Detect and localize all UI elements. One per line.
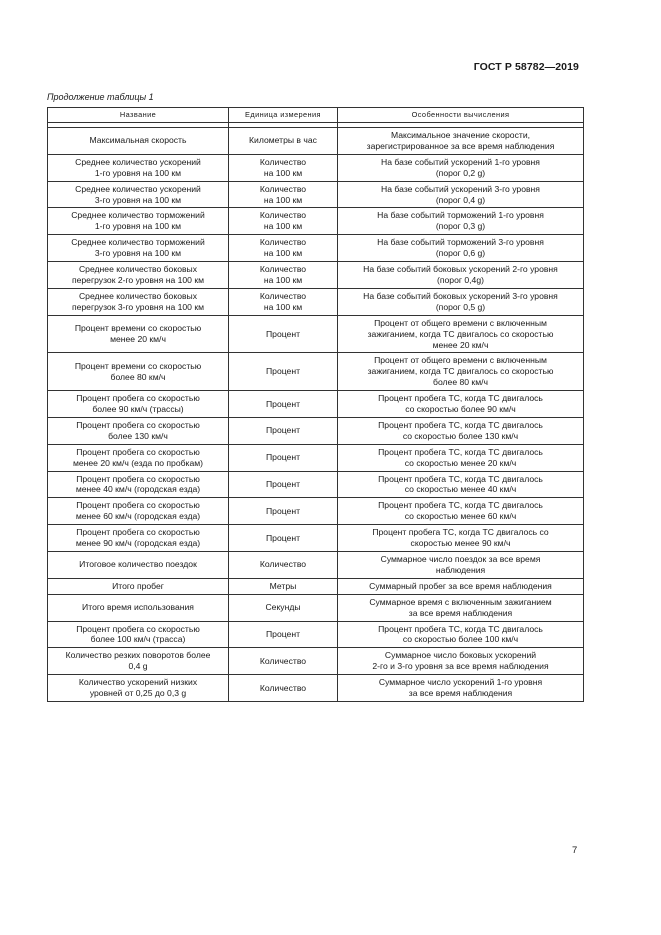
table-row <box>48 417 584 444</box>
cell-calculation: Процент пробега ТС, когда ТС двигалось со скоростью более 130 км/ч <box>338 417 584 444</box>
cell-calculation: Суммарное время с включенным зажиганием за все время наблюдения <box>338 594 584 621</box>
table-row <box>48 391 584 418</box>
cell-unit: Километры в час <box>229 128 338 155</box>
table-row <box>48 648 584 675</box>
cell-unit: Количество на 100 км <box>229 262 338 289</box>
cell-unit: Количество на 100 км <box>229 208 338 235</box>
cell-name: Среднее количество ускорений 3-го уровня на 100 км <box>48 181 229 208</box>
cell-name: Количество ускорений низких уровней от 0,25 до 0,3 g <box>48 675 229 702</box>
cell-calculation: На базе событий торможений 3-го уровня (порог 0,6 g) <box>338 235 584 262</box>
table-row <box>48 444 584 471</box>
cell-name: Максимальная скорость <box>48 128 229 155</box>
cell-calculation: На базе событий торможений 1-го уровня (порог 0,3 g) <box>338 208 584 235</box>
cell-unit: Процент <box>229 471 338 498</box>
cell-calculation: Максимальное значение скорости, зарегистрированное за все время наблюдения <box>338 128 584 155</box>
column-header-name: Название <box>48 108 229 123</box>
cell-calculation: На базе событий ускорений 3-го уровня (порог 0,4 g) <box>338 181 584 208</box>
cell-calculation: Процент от общего времени с включенным зажиганием, когда ТС двигалось со скоростью более 80 км/ч <box>338 353 584 391</box>
cell-calculation: Процент пробега ТС, когда ТС двигалось со скоростью менее 90 км/ч <box>338 525 584 552</box>
table-row <box>48 128 584 155</box>
cell-name: Среднее количество ускорений 1-го уровня на 100 км <box>48 154 229 181</box>
cell-name: Количество резких поворотов более 0,4 g <box>48 648 229 675</box>
cell-calculation: На базе событий боковых ускорений 2-го уровня (порог 0,4g) <box>338 262 584 289</box>
cell-name: Процент пробега со скоростью менее 60 км/ч (городская езда) <box>48 498 229 525</box>
cell-name: Процент пробега со скоростью более 100 км/ч (трасса) <box>48 621 229 648</box>
cell-calculation: Процент пробега ТС, когда ТС двигалось со скоростью менее 20 км/ч <box>338 444 584 471</box>
table-row <box>48 525 584 552</box>
table-caption: Продолжение таблицы 1 <box>47 92 154 102</box>
cell-unit: Процент <box>229 417 338 444</box>
cell-unit: Процент <box>229 525 338 552</box>
cell-unit: Количество <box>229 552 338 579</box>
cell-unit: Процент <box>229 315 338 353</box>
cell-unit: Метры <box>229 578 338 594</box>
cell-name: Процент пробега со скоростью более 90 км/ч (трассы) <box>48 391 229 418</box>
cell-calculation: Процент пробега ТС, когда ТС двигалось со скоростью менее 40 км/ч <box>338 471 584 498</box>
cell-calculation: Процент пробега ТС, когда ТС двигалось со скоростью более 90 км/ч <box>338 391 584 418</box>
cell-unit: Процент <box>229 353 338 391</box>
cell-name: Среднее количество боковых перегрузок 3-го уровня на 100 км <box>48 288 229 315</box>
cell-calculation: Суммарное число ускорений 1-го уровня за все время наблюдения <box>338 675 584 702</box>
cell-unit: Количество на 100 км <box>229 181 338 208</box>
cell-name: Процент времени со скоростью более 80 км/ч <box>48 353 229 391</box>
cell-calculation: На базе событий боковых ускорений 3-го уровня (порог 0,5 g) <box>338 288 584 315</box>
cell-calculation: Процент пробега ТС, когда ТС двигалось со скоростью более 100 км/ч <box>338 621 584 648</box>
table-row <box>48 315 584 353</box>
cell-calculation: Суммарное число поездок за все время наблюдения <box>338 552 584 579</box>
table-body <box>48 123 584 702</box>
cell-name: Процент пробега со скоростью менее 20 км/ч (езда по пробкам) <box>48 444 229 471</box>
cell-name: Процент пробега со скоростью менее 40 км/ч (городская езда) <box>48 471 229 498</box>
cell-name: Итоговое количество поездок <box>48 552 229 579</box>
cell-unit: Количество на 100 км <box>229 154 338 181</box>
cell-calculation: Процент пробега ТС, когда ТС двигалось со скоростью менее 60 км/ч <box>338 498 584 525</box>
cell-calculation: Процент от общего времени с включенным зажиганием, когда ТС двигалось со скоростью менее 20 км/ч <box>338 315 584 353</box>
table-row <box>48 621 584 648</box>
table-header-row <box>48 108 584 123</box>
cell-unit: Процент <box>229 444 338 471</box>
cell-unit: Количество на 100 км <box>229 235 338 262</box>
table-row <box>48 552 584 579</box>
cell-calculation: На базе событий ускорений 1-го уровня (порог 0,2 g) <box>338 154 584 181</box>
cell-unit: Процент <box>229 391 338 418</box>
cell-name: Процент пробега со скоростью более 130 км/ч <box>48 417 229 444</box>
cell-unit: Количество на 100 км <box>229 288 338 315</box>
table-row <box>48 675 584 702</box>
table-row <box>48 288 584 315</box>
cell-name: Среднее количество торможений 3-го уровня на 100 км <box>48 235 229 262</box>
cell-name: Среднее количество боковых перегрузок 2-го уровня на 100 км <box>48 262 229 289</box>
table-row <box>48 594 584 621</box>
cell-calculation: Суммарный пробег за все время наблюдения <box>338 578 584 594</box>
cell-unit: Количество <box>229 675 338 702</box>
cell-name: Итого пробег <box>48 578 229 594</box>
cell-unit: Количество <box>229 648 338 675</box>
parameters-table <box>47 107 584 702</box>
cell-unit: Секунды <box>229 594 338 621</box>
page-number: 7 <box>572 845 578 856</box>
table-row <box>48 154 584 181</box>
cell-name: Итого время использования <box>48 594 229 621</box>
cell-unit: Процент <box>229 621 338 648</box>
table-row <box>48 181 584 208</box>
table-row <box>48 262 584 289</box>
cell-name: Процент времени со скоростью менее 20 км/ч <box>48 315 229 353</box>
cell-name: Среднее количество торможений 1-го уровня на 100 км <box>48 208 229 235</box>
table-row <box>48 353 584 391</box>
document-standard-header: ГОСТ Р 58782—2019 <box>473 61 579 73</box>
table-row <box>48 471 584 498</box>
cell-name: Процент пробега со скоростью менее 90 км/ч (городская езда) <box>48 525 229 552</box>
table-row <box>48 578 584 594</box>
table-row <box>48 235 584 262</box>
column-header-calculation: Особенности вычисления <box>338 108 584 123</box>
table-row <box>48 498 584 525</box>
table-row <box>48 208 584 235</box>
cell-calculation: Суммарное число боковых ускорений 2-го и 3-го уровня за все время наблюдения <box>338 648 584 675</box>
cell-unit: Процент <box>229 498 338 525</box>
column-header-unit: Единица измерения <box>229 108 338 123</box>
